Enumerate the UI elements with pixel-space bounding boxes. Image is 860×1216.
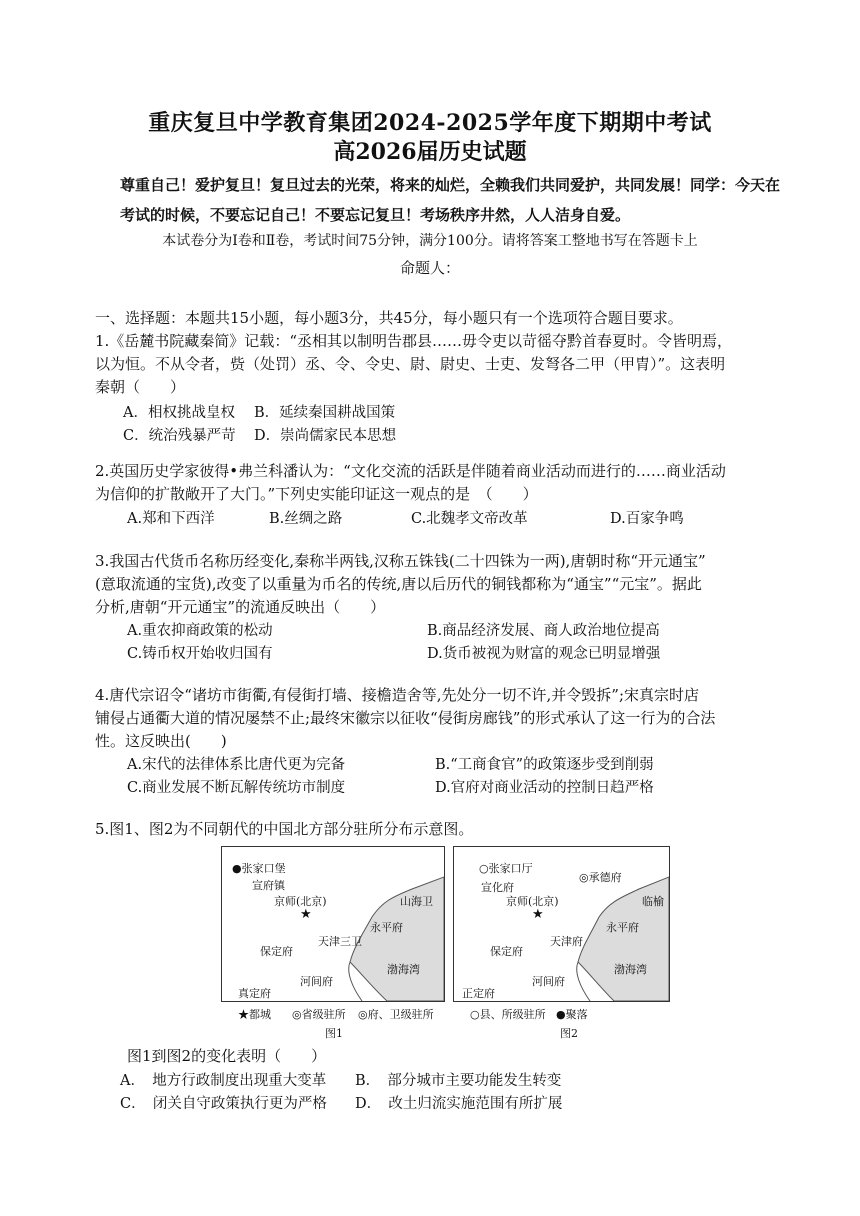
map1-label-7: 河间府 [300,975,333,988]
q3-line2: (意取流通的宝货),改变了以重量为币名的传统,唐以后历代的铜钱都称为“通宝”“元宝”。据此 [95,575,702,593]
map2-legend-settlement: ●聚落 [556,1008,588,1021]
map2-label-10: 渤海湾 [614,963,647,976]
author-label: 命题人： [399,259,460,277]
q5-option-c: C． 闭关自守政策执行更为严格 [120,1096,327,1112]
q1-option-c: C．统治残暴严苛 [123,428,236,444]
map2-label-2: ◎承德府 [579,871,622,884]
q3-option-c: C.铸币权开始收归国有 [127,646,273,662]
q4-option-b: B.“工商食官”的政策逐步受到削弱 [435,757,654,773]
q5-line1: 5.图1、图2为不同朝代的中国北方部分驻所分布示意图。 [95,820,474,838]
map2-label-3: 京师(北京) [506,895,559,908]
q1-line1: 1.《岳麓书院藏秦简》记载：“丞相其以制明告郡县……毋令吏以苛徭夺黔首春夏时。令皆明焉， [95,332,732,350]
q1-line3: 秦朝（ ） [95,378,186,396]
map1-label-9: 渤海湾 [387,963,420,976]
map2-label-6: 天津府 [550,935,583,948]
map1-label-2: 京师(北京) [274,895,327,908]
map1-legend-capital: ★都城 [238,1008,271,1021]
exam-subtitle: 高2026届历史试题 [333,139,527,165]
exam-instructions: 本试卷分为Ⅰ卷和Ⅱ卷，考试时间75分钟，满分100分。请将答案工整地书写在答题卡上 [162,233,698,249]
q3-option-d: D.货币被视为财富的观念已明显增强 [427,646,661,662]
map2-label-9: 正定府 [462,987,495,1000]
q4-option-a: A.宋代的法律体系比唐代更为完备 [127,757,346,773]
map1-label-4: 永平府 [370,921,403,934]
map1-legend-provincial: ◎省级驻所 [292,1008,346,1021]
q3-option-a: A.重农抑商政策的松动 [127,623,273,639]
capital-star-icon: ★ [300,907,312,922]
map2-caption: 图2 [560,1027,578,1040]
q4-line3: 性。这反映出( ) [95,732,227,750]
map2-label-5: 永平府 [606,921,639,934]
map2-label-1: 宣化府 [481,881,514,894]
map2-label-4: 临榆 [642,895,664,908]
q2-line1: 2.英国历史学家彼得•弗兰科潘认为：“文化交流的活跃是伴随着商业活动而进行的……商业活动 [95,462,726,480]
map-figure-1 [221,846,445,1002]
exam-title: 重庆复旦中学教育集团2024-2025学年度下期期中考试 [148,110,712,136]
q2-option-b: B.丝绸之路 [269,511,343,527]
map2-label-0: ○张家口厅 [479,862,533,875]
q5-option-b: B． 部分城市主要功能发生转变 [355,1073,562,1089]
q4-option-d: D.官府对商业活动的控制日趋严格 [435,780,654,796]
map1-label-0: ●张家口堡 [232,862,286,875]
q2-option-c: C.北魏孝文帝改革 [411,511,528,527]
q3-option-b: B.商品经济发展、商人政治地位提高 [427,623,660,639]
q1-option-d: D．崇尚儒家民本思想 [254,428,397,444]
map1-label-1: 宣府镇 [252,879,285,892]
map-figure-2 [453,846,670,1002]
map1-caption: 图1 [325,1027,343,1040]
q3-line3: 分析,唐朝“开元通宝”的流通反映出（ ） [95,598,386,616]
q5-option-a: A． 地方行政制度出现重大变革 [120,1073,327,1089]
q2-line2: 为信仰的扩散敞开了大门。”下列史实能印证这一观点的是 （ ） [95,485,538,503]
map1-legend-prefecture: ◎府、卫级驻所 [358,1008,434,1021]
section-heading: 一、选择题：本题共15小题，每小题3分，共45分，每小题只有一个选项符合题目要求。 [95,309,683,327]
map1-label-3: 山海卫 [400,895,433,908]
q4-line1: 4.唐代宗诏令“诸坊市街衢,有侵街打墙、接檐造舍等,先处分一切不许,并令毁拆”;宋真宗时店 [95,686,700,704]
q1-line2: 以为恒。不从令者，赀（处罚）丞、令、令史、尉、尉史、士吏、发弩各二甲（甲胄）”。这表明 [95,355,726,373]
map2-label-7: 保定府 [490,945,523,958]
q1-option-b: B．延续秦国耕战国策 [254,405,396,421]
map2-legend-county: ○县、所级驻所 [470,1008,546,1021]
q5-option-d: D． 改土归流实施范围有所扩展 [355,1096,563,1112]
q4-option-c: C.商业发展不断瓦解传统坊市制度 [127,780,346,796]
q1-option-a: A．相权挑战皇权 [123,405,235,421]
school-motto: 尊重自己！爱护复旦！复旦过去的光荣，将来的灿烂，全赖我们共同爱护，共同发展！同学：今天在考试的时候，不要忘记自己！不要忘记复旦！考场秩序井然，人人洁身自爱。 [120,176,781,224]
q3-line1: 3.我国古代货币名称历经变化,秦称半两钱,汉称五铢钱(二十四铢为一两),唐朝时称“开元通宝” [95,552,706,570]
q5-stem: 图1到图2的变化表明（ ） [127,1047,327,1065]
q2-option-d: D.百家争鸣 [610,511,684,527]
map1-label-8: 真定府 [238,987,271,1000]
capital-star-icon: ★ [532,907,544,922]
map1-label-5: 天津三卫 [318,935,362,948]
map2-label-8: 河间府 [532,975,565,988]
q4-line2: 铺侵占通衢大道的情况屡禁不止;最终宋徽宗以征收“侵街房廊钱”的形式承认了这一行为的合法 [95,709,716,727]
map1-label-6: 保定府 [260,945,293,958]
q2-option-a: A.郑和下西洋 [127,511,215,527]
